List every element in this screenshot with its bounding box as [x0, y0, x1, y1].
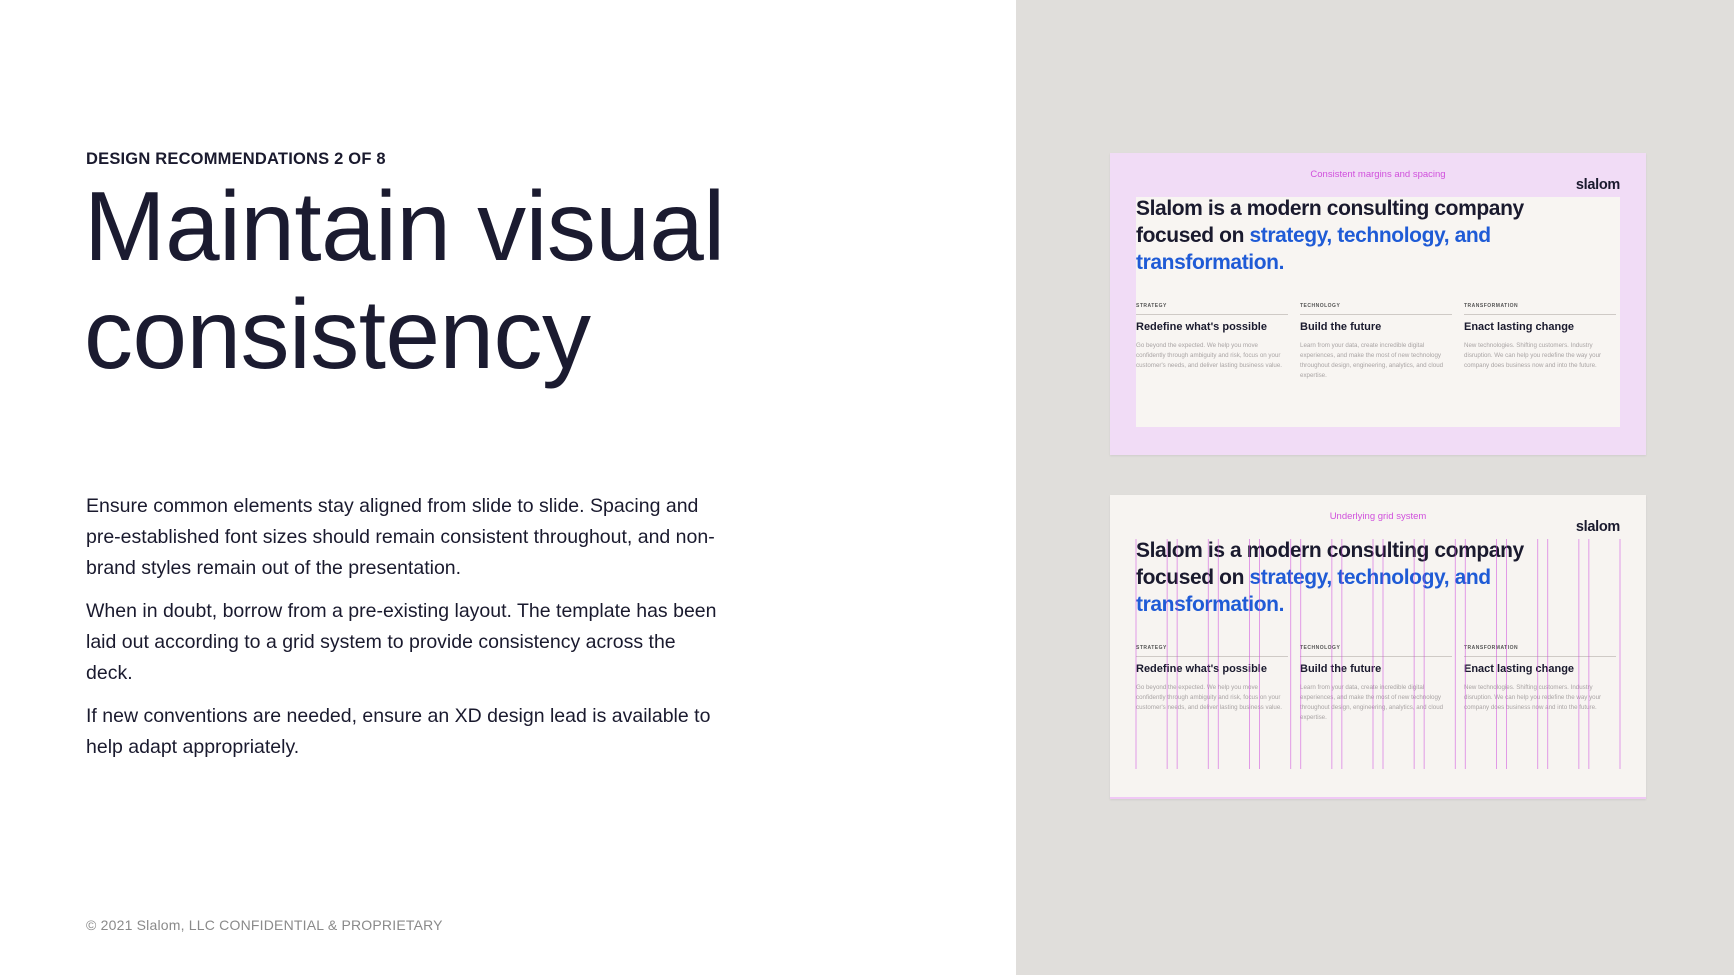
slide-headline — [1136, 537, 1576, 618]
column-body: New technologies. Shifting customers. Industry disruption. We can help you redefine the way your company does business now and into the future. — [1464, 684, 1602, 711]
slide-columns — [1136, 645, 1620, 725]
column-title: Redefine what's possible — [1136, 663, 1267, 675]
column-strategy — [1136, 645, 1288, 713]
title-line-1: Maintain visual — [84, 171, 725, 281]
column-title: Enact lasting change — [1464, 321, 1575, 333]
thumbnail-caption: Consistent margins and spacing — [1310, 169, 1446, 180]
column-eyebrow: TECHNOLOGY — [1300, 645, 1452, 657]
slide-headline — [1136, 195, 1576, 276]
example-slide-margins — [1110, 153, 1646, 455]
column-eyebrow: STRATEGY — [1136, 303, 1288, 315]
example-slide-grid — [1110, 495, 1646, 799]
column-body: Go beyond the expected. We help you move confidently through ambiguity and risk, focus on your customer's needs, and deliver lasting business value. — [1136, 342, 1282, 369]
column-technology — [1300, 645, 1452, 723]
column-transformation — [1464, 645, 1616, 713]
column-title: Build the future — [1300, 663, 1382, 675]
headline-plain: Slalom is a modern consulting company focused on — [1136, 539, 1524, 589]
section-eyebrow: DESIGN RECOMMENDATIONS 2 OF 8 — [86, 150, 386, 168]
examples-panel — [1016, 0, 1734, 975]
column-body: Go beyond the expected. We help you move confidently through ambiguity and risk, focus on your customer's needs, and deliver lasting business value. — [1136, 684, 1282, 711]
column-eyebrow: TRANSFORMATION — [1464, 303, 1616, 315]
headline-accent: strategy, technology, and transformation. — [1136, 566, 1491, 616]
thumbnail-caption: Underlying grid system — [1329, 511, 1427, 522]
page-title — [84, 172, 984, 388]
paragraph-1: Ensure common elements stay aligned from slide to slide. Spacing and pre-established font sizes should remain consistent throughout, and non-brand styles remain out of the presentation. — [86, 495, 715, 579]
headline-plain: Slalom is a modern consulting company focused on — [1136, 197, 1524, 247]
column-eyebrow: TRANSFORMATION — [1464, 645, 1616, 657]
column-transformation — [1464, 303, 1616, 371]
slalom-logo: slalom — [1575, 519, 1620, 535]
slalom-logo: slalom — [1575, 177, 1620, 193]
paragraph-2: When in doubt, borrow from a pre-existing layout. The template has been laid out according to a grid system to provide consistency across the deck. — [86, 600, 717, 684]
column-body: New technologies. Shifting customers. Industry disruption. We can help you redefine the way your company does business now and into the future. — [1464, 342, 1602, 369]
column-title: Redefine what's possible — [1136, 321, 1267, 333]
paragraph-3: If new conventions are needed, ensure an XD design lead is available to help adapt appropriately. — [86, 705, 711, 758]
column-eyebrow: TECHNOLOGY — [1300, 303, 1452, 315]
column-technology — [1300, 303, 1452, 381]
column-body: Learn from your data, create incredible digital experiences, and make the most of new technology throughout design, engineering, analytics, and cloud expertise. — [1300, 342, 1444, 379]
column-title: Enact lasting change — [1464, 663, 1575, 675]
column-strategy — [1136, 303, 1288, 371]
body-copy — [86, 491, 726, 775]
column-body: Learn from your data, create incredible digital experiences, and make the most of new technology throughout design, engineering, analytics, and cloud expertise. — [1300, 684, 1444, 721]
copyright-footer: © 2021 Slalom, LLC CONFIDENTIAL & PROPRIETARY — [86, 917, 443, 933]
title-line-2: consistency — [84, 279, 591, 389]
slide-columns — [1136, 303, 1620, 383]
column-title: Build the future — [1300, 321, 1382, 333]
column-eyebrow: STRATEGY — [1136, 645, 1288, 657]
headline-accent: strategy, technology, and transformation. — [1136, 224, 1491, 274]
